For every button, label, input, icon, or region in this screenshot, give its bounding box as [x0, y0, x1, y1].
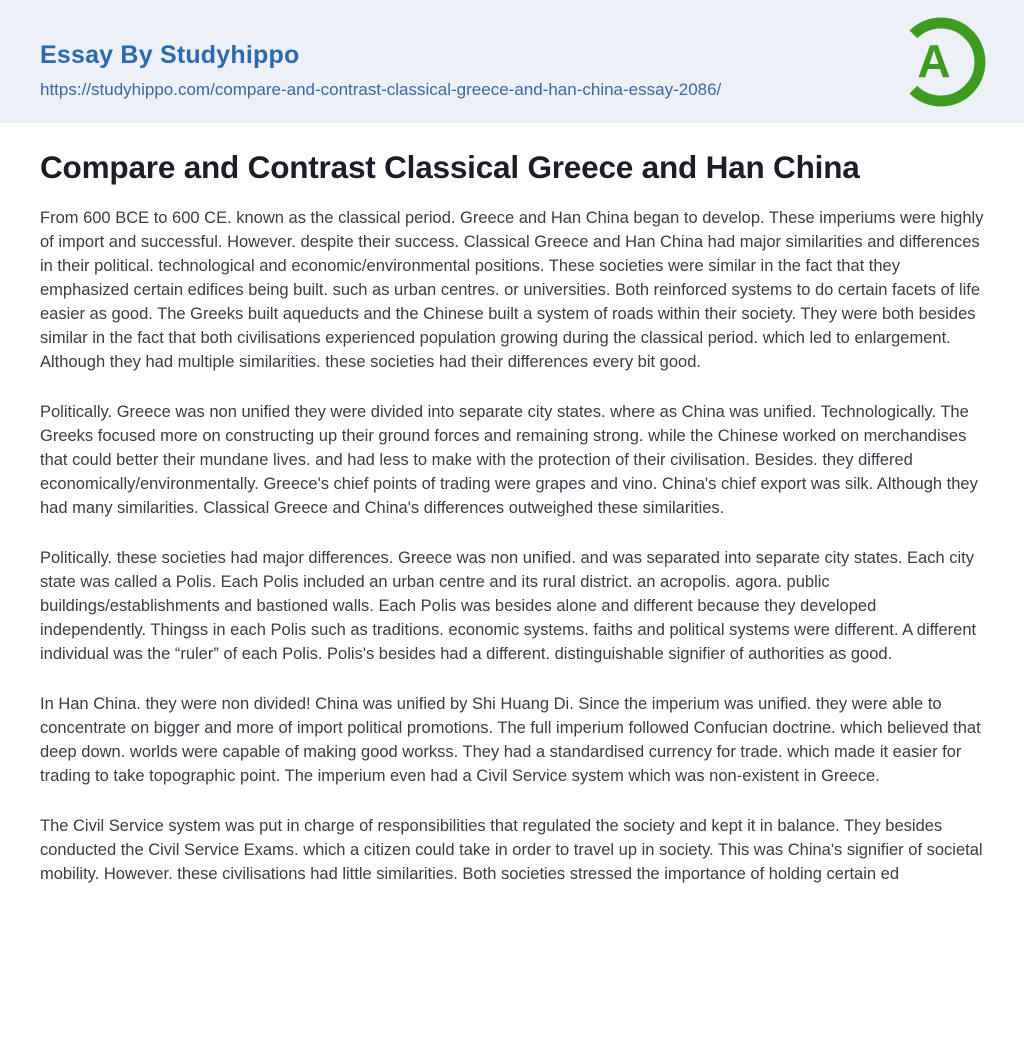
page-header: [0, 0, 1024, 123]
essay-heading: Compare and Contrast Classical Greece and Han China: [40, 149, 860, 185]
open-ring-icon: [891, 11, 991, 113]
essay-paragraphs: [40, 206, 984, 886]
essay-content: [0, 150, 1024, 886]
essay-paragraph: In Han China. they were non divided! China was unified by Shi Huang Di. Since the imperium was unified. they were able to concentrate on bigger and more of import political promotions. The full imperium followed Confucian doctrine. which believed that deep down. worlds were capable of making good workss. They had a standardised currency for trade. which made it easier for trading to take topographic point. The imperium even had a Civil Service system which was non-existent in Greece.: [40, 695, 981, 785]
essay-url-link[interactable]: https://studyhippo.com/compare-and-contrast-classical-greece-and-han-china-essay-2086/: [40, 80, 722, 99]
essay-paragraph: Politically. these societies had major differences. Greece was non unified. and was separated into separate city states. Each city state was called a Polis. Each Polis included an urban centre and its rural district. an acropolis. agora. public buildings/establishments and bastioned walls. Each Polis was besides alone and different because they developed independently. Thingss in each Polis such as traditions. economic systems. faiths and political systems were different. A different individual was the “ruler” of each Polis. Polis's besides had a different. distinguishable signifier of authorities as good.: [40, 549, 977, 663]
essay-paragraph: Politically. Greece was non unified they were divided into separate city states. where as China was unified. Technologically. The Greeks focused more on constructing up their ground forces and remaining strong. while the Chinese worked on merchandises that could better their mundane lives. and had less to make with the protection of their civilisation. Besides. they differed economically/environmentally. Greece's chief points of trading were grapes and vino. China's chief export was silk. Although they had many similarities. Classical Greece and China's differences outweighed these similarities.: [40, 403, 978, 517]
logo-letter: A: [917, 35, 951, 87]
essay-paragraph: The Civil Service system was put in charge of responsibilities that regulated the society and kept it in balance. They besides conducted the Civil Service Exams. which a citizen could take in order to travel up in society. This was China's signifier of societal mobility. However. these civilisations had little similarities. Both societies stressed the importance of holding certain ed: [40, 817, 983, 883]
studyhippo-logo-icon: [891, 11, 991, 113]
essay-paragraph: From 600 BCE to 600 CE. known as the classical period. Greece and Han China began to develop. These imperiums were highly of import and successful. However. despite their success. Classical Greece and Han China had major similarities and differences in their political. technological and economic/environmental positions. These societies were similar in the fact that they emphasized certain edifices being built. such as urban centres. or universities. Both reinforced systems to do certain facets of life easier as good. The Greeks built aqueducts and the Chinese built a system of roads within their society. They were both besides similar in the fact that both civilisations experienced population growing during the classical period. which led to enlargement. Although they had multiple similarities. these societies had their differences every bit good.: [40, 209, 984, 371]
site-title: Essay By Studyhippo: [40, 41, 300, 69]
